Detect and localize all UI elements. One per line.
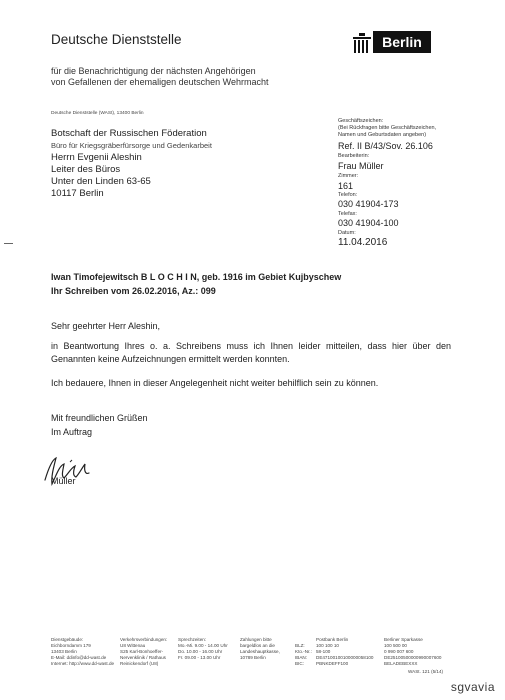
date-label: Datum: xyxy=(338,230,356,236)
signer-name: Müller xyxy=(51,476,76,486)
footer-line: Internet: http://www.dd-wast.de xyxy=(51,661,115,666)
recipient-line-3: Herrn Evgenii Aleshin xyxy=(51,152,142,163)
closing-greeting: Mit freundlichen Grüßen xyxy=(51,413,148,423)
phone-label: Telefon: xyxy=(338,192,358,198)
footer-line: Berliner Sparkasse xyxy=(384,637,423,642)
recipient-line-4: Leiter des Büros xyxy=(51,164,121,175)
footer-line: Postbank Berlin xyxy=(316,637,349,642)
organization-subtitle-1: für die Benachrichtigung der nächsten Angehörigen xyxy=(51,66,256,76)
recipient-line-6: 10117 Berlin xyxy=(51,188,104,199)
footer-line: IBAN: xyxy=(295,655,307,660)
footer-line: Dienstgebäude: xyxy=(51,637,84,642)
footer-line: Reinickendorf (U8) xyxy=(120,661,159,666)
reference-value: Ref. II B/43/Sov. 26.106 xyxy=(338,141,433,151)
footer-line: 10789 Berlin xyxy=(240,655,266,660)
footer-line: Landeshauptkasse, xyxy=(240,649,280,654)
sender-line: Deutsche Dienststelle (WASt), 13400 Berlin xyxy=(51,111,144,116)
organization-name: Deutsche Dienststelle xyxy=(51,32,182,47)
footer-line: Do. 10.00 - 16.00 Uhr xyxy=(178,649,223,654)
footer-line: BELADEBEXXX xyxy=(384,661,418,666)
watermark: sgvavia xyxy=(450,680,495,694)
logo-text: Berlin xyxy=(373,31,431,53)
footer-line: BLZ: xyxy=(295,643,305,648)
reference-label: Geschäftszeichen: xyxy=(338,118,384,124)
date-value: 11.04.2016 xyxy=(338,237,388,248)
reference-note-2: Namen und Geburtsdaten angeben) xyxy=(338,132,427,138)
footer-bank-labels xyxy=(295,637,312,667)
handler-label: Bearbeiterin: xyxy=(338,153,370,159)
footer-line: 0 990 007 600 xyxy=(384,649,414,654)
fax-value: 030 41904-100 xyxy=(338,218,399,228)
footer-hours xyxy=(178,637,228,661)
berlin-logo xyxy=(353,31,431,53)
form-code: WASt. 121 (5/14) xyxy=(408,669,444,674)
room-label: Zimmer: xyxy=(338,173,359,179)
footer-line: Fr. 09.00 - 13.00 Uhr xyxy=(178,655,221,660)
footer-transport xyxy=(120,637,167,667)
subject-line-1: Iwan Timofejewitsch B L O C H I N, geb. 1916 im Gebiet Kujbyschew xyxy=(51,272,342,282)
footer-line: Mo.-Mi. 9.00 - 14.00 Uhr xyxy=(178,643,228,648)
footer-line: 13403 Berlin xyxy=(51,649,77,654)
footer-line: DE47100100100000058100 xyxy=(316,655,374,660)
footer-bank-postbank xyxy=(316,637,373,667)
footer-line: Kto.-Nr.: xyxy=(295,649,312,654)
footer-line: Verkehrsverbindungen: xyxy=(120,637,168,642)
salutation: Sehr geehrter Herr Aleshin, xyxy=(51,321,161,331)
footer-address xyxy=(51,637,114,667)
footer-line: 100 100 10 xyxy=(316,643,339,648)
footer-line: 100 500 00 xyxy=(384,643,407,648)
room-value: 161 xyxy=(338,181,354,191)
footer-line: S25 Karl-Bonhoeffer- xyxy=(120,649,164,654)
organization-subtitle-2: von Gefallenen der ehemaligen deutschen Wehrmacht xyxy=(51,77,269,87)
fold-mark xyxy=(4,243,13,244)
recipient-line-2: Büro für Kriegsgräberfürsorge und Gedenkarbeit xyxy=(51,141,212,150)
footer-line: bargeldlos an die xyxy=(240,643,275,648)
footer-line: Zahlungen bitte xyxy=(240,637,272,642)
body-paragraph-2: Ich bedauere, Ihnen in dieser Angelegenheit nicht weiter behilflich sein zu können. xyxy=(51,378,379,388)
footer-line: BIC: xyxy=(295,661,304,666)
body-paragraph-1: in Beantwortung Ihres o. a. Schreibens muss ich Ihnen leider mitteilen, dass hier über den Genannten keine Aufzeichnungen ermittelt werden konnten. xyxy=(51,341,451,364)
footer-line: 58-100 xyxy=(316,649,331,654)
footer-bank-sparkasse xyxy=(384,637,441,667)
footer-line: U8 Wittenau xyxy=(120,643,146,648)
footer-line: Eichborndamm 179 xyxy=(51,643,91,648)
recipient-line-5: Unter den Linden 63-65 xyxy=(51,176,151,187)
brandenburg-gate-icon xyxy=(353,31,371,53)
recipient-line-1: Botschaft der Russischen Föderation xyxy=(51,128,207,139)
handler-value: Frau Müller xyxy=(338,161,384,171)
closing-on-behalf: Im Auftrag xyxy=(51,427,93,437)
phone-value: 030 41904-173 xyxy=(338,199,399,209)
subject-line-2: Ihr Schreiben vom 26.02.2016, Az.: 099 xyxy=(51,286,216,296)
footer-line: Nervenklinik / Rathaus xyxy=(120,655,166,660)
fax-label: Telefax: xyxy=(338,211,357,217)
footer-line: E-Mail: ddinfo@dd-wast.de xyxy=(51,655,107,660)
footer-line: DE25100500000990007600 xyxy=(384,655,442,660)
footer-line: PBNKDEFF100 xyxy=(316,661,349,666)
reference-note-1: (Bei Rückfragen bitte Geschäftszeichen, xyxy=(338,125,437,131)
footer-line: Sprechzeiten: xyxy=(178,637,207,642)
footer-payment xyxy=(240,637,280,661)
